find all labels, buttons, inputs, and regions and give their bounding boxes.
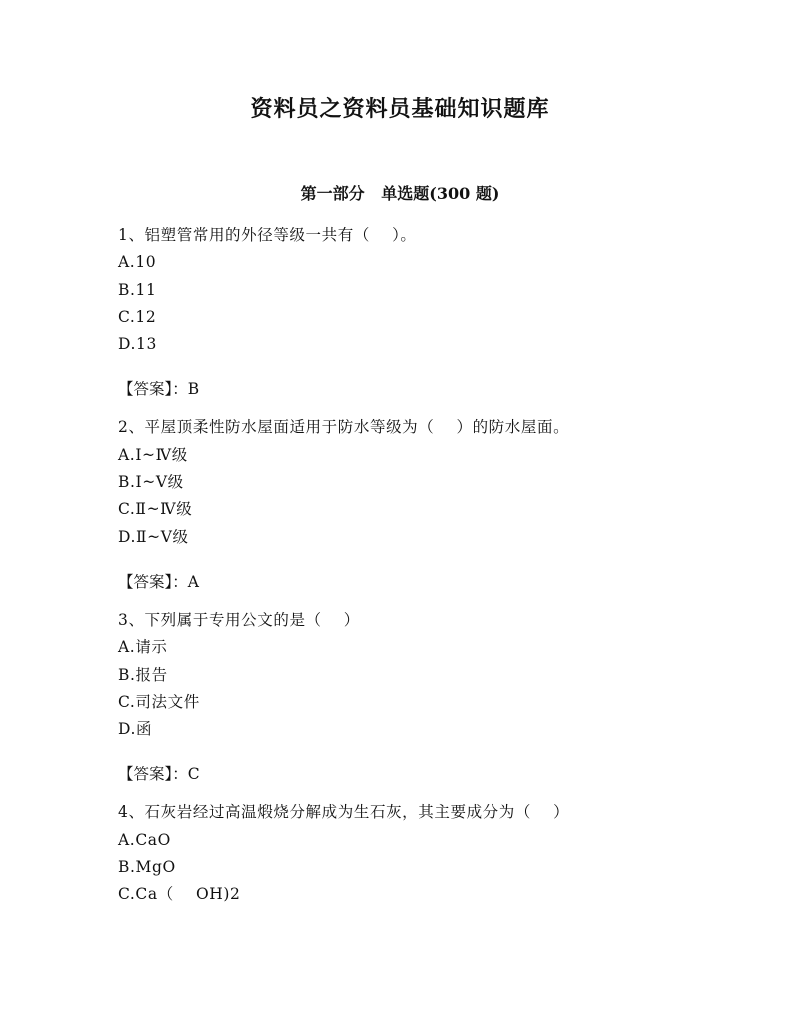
answer-value: B xyxy=(187,380,200,399)
answer-label: 【答案】： xyxy=(118,765,188,784)
question-3 xyxy=(118,607,738,788)
option-b: B.Ⅰ~Ⅴ级 xyxy=(118,473,184,492)
question-4 xyxy=(118,799,738,908)
question-list xyxy=(118,222,738,920)
section-title: 第一部分 单选题(300 题) xyxy=(300,184,500,203)
option-c: C.12 xyxy=(118,307,157,326)
answer-label: 【答案】： xyxy=(118,572,188,591)
option-d: D.Ⅱ~Ⅴ级 xyxy=(118,527,189,546)
option-b: B.11 xyxy=(118,280,157,299)
answer-value: A xyxy=(187,572,199,591)
answer-line xyxy=(118,568,738,596)
question-1 xyxy=(118,222,738,403)
option-a: A.Ⅰ~Ⅳ级 xyxy=(118,445,188,464)
question-2 xyxy=(118,414,738,595)
option-c: C.Ca（ OH)2 xyxy=(118,885,241,904)
answer-value: C xyxy=(187,765,200,784)
option-a: A.请示 xyxy=(118,638,168,657)
answer-line xyxy=(118,375,738,403)
option-a: A.10 xyxy=(118,253,157,272)
question-stem: 1、铝塑管常用的外径等级一共有（ ）。 xyxy=(118,226,417,244)
question-stem: 4、石灰岩经过高温煅烧分解成为生石灰，其主要成分为（ ） xyxy=(118,803,570,822)
option-d: D.函 xyxy=(118,720,153,739)
option-a: A.CaO xyxy=(118,830,171,849)
question-stem: 2、平屋顶柔性防水屋面适用于防水等级为（ ）的防水屋面。 xyxy=(118,418,570,437)
question-stem: 3、下列属于专用公文的是（ ） xyxy=(118,610,360,629)
answer-line xyxy=(118,760,738,788)
option-c: C.Ⅱ~Ⅳ级 xyxy=(118,500,193,519)
option-c: C.司法文件 xyxy=(118,692,200,711)
option-b: B.报告 xyxy=(118,665,168,684)
answer-label: 【答案】： xyxy=(118,380,188,399)
document-title: 资料员之资料员基础知识题库 xyxy=(250,96,550,122)
option-d: D.13 xyxy=(118,335,157,354)
option-b: B.MgO xyxy=(118,858,176,877)
